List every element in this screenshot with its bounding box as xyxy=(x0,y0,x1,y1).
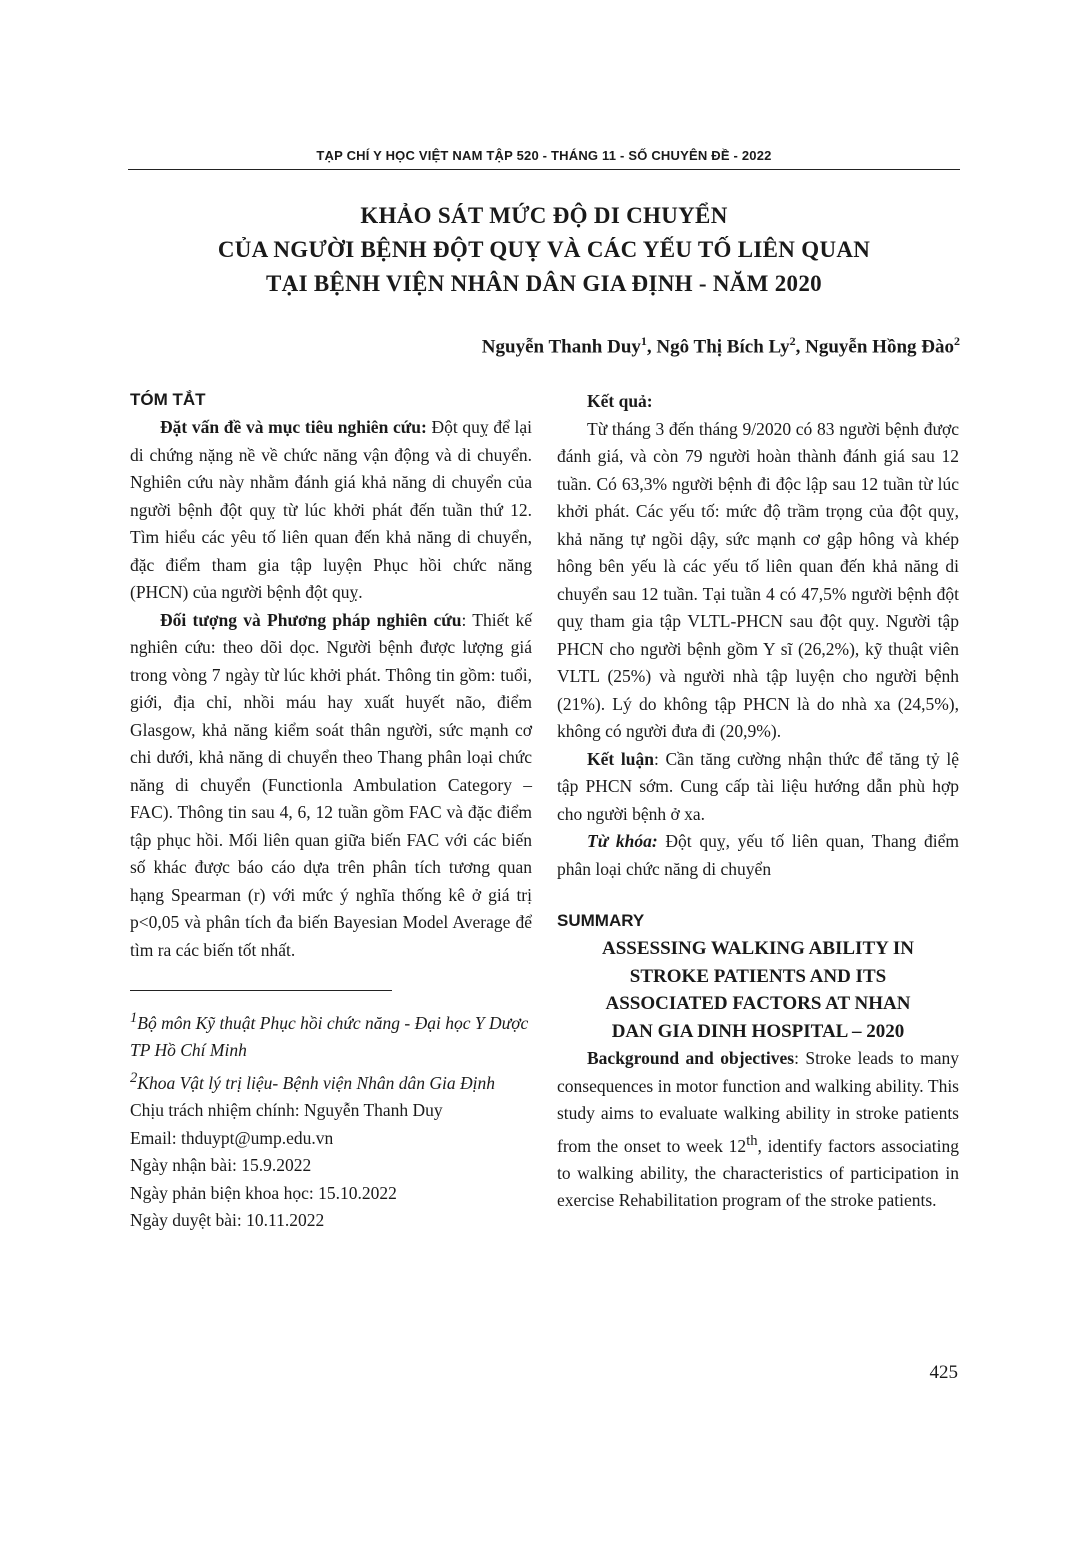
summary-ordinal-suffix: th xyxy=(746,1132,758,1149)
keywords-text: Đột quỵ, yếu tố liên quan, Thang điểm phân loại chức năng di chuyển xyxy=(557,831,959,879)
page-number: 425 xyxy=(929,1362,958,1383)
background-text: Đột quỵ để lại di chứng nặng nề về chức năng vận động và di chuyển. Nghiên cứu này nhằm đánh giá khả năng di chuyển của người bệnh đột quỵ từ lúc khởi phát đến tuần thứ 12. Tìm hiểu các yêu tố liên quan đến khả năng di chuyển, đặc điểm tham gia tập luyện Phục hồi chức năng (PHCN) của người bệnh đột quỵ. xyxy=(130,417,532,602)
footnote-affiliation-2 xyxy=(130,1065,532,1097)
conclusion-label: Kết luận xyxy=(587,748,654,769)
author-affiliation: 1 xyxy=(640,334,647,348)
results-label: Kết quả: xyxy=(587,391,653,411)
summary-background-text-a: : Stroke leads to many consequences in motor function and walking ability. This study aims to evaluate walking ability in stroke patients from the onset to week 12 xyxy=(557,1048,959,1156)
footnote-email: Email: thduypt@ump.edu.vn xyxy=(130,1127,334,1148)
footnote-affil-number: 1 xyxy=(130,1010,138,1026)
summary-title-line-2: STROKE PATIENTS AND ITS xyxy=(629,965,887,987)
author-name: Nguyễn Hồng Đào xyxy=(805,336,954,358)
abstract-results: Từ tháng 3 đến tháng 9/2020 có 83 người bệnh được đánh giá, và còn 79 người hoàn thành đánh giá sau 12 tuần. Có 63,3% người bệnh đi độc lập sau 12 tuần từ lúc khởi phát. Các yếu tố: mức độ trầm trọng của đột quỵ, khả năng tự ngồi dậy, sức mạnh cơ gập hông và khép hông bên yếu là các yếu tố liên quan đến khả năng di chuyển sau 12 tuần. Tại tuần 4 có 47,5% người bệnh đột quỵ tham gia tập VLTL-PHCN sau đột quỵ. Người tập PHCN cho người bệnh gồm Y sĩ (26,2%), kỹ thuật viên VLTL (25%) và người nhà tập luyện cho người bệnh (21%). Lý do không tập PHCN là do nhà xa (24,5%), không có người đưa đi (20,9%). xyxy=(557,418,959,741)
abstract-heading: TÓM TẮT xyxy=(130,390,206,409)
summary-title-line-3: ASSOCIATED FACTORS AT NHAN xyxy=(605,993,911,1014)
footnote-rule xyxy=(130,990,392,991)
abstract-conclusion xyxy=(557,746,959,829)
header-rule xyxy=(128,169,960,170)
title-line-3: TẠI BỆNH VIỆN NHÂN DÂN GIA ĐỊNH - NĂM 2020 xyxy=(266,271,822,296)
title-line-1: KHẢO SÁT MỨC ĐỘ DI CHUYỂN xyxy=(360,203,728,228)
left-column xyxy=(130,386,532,1235)
methods-label: Đối tượng và Phương pháp nghiên cứu xyxy=(160,609,462,630)
abstract-background xyxy=(130,414,532,607)
author-affiliation: 2 xyxy=(789,334,796,348)
footnote-reviewed: Ngày phản biện khoa học: 15.10.2022 xyxy=(130,1182,397,1203)
summary-background-text-b: , identify factors associating to walking ability, the characteristics of participation in exercise Rehabilitation program of the stroke patients. xyxy=(557,1135,959,1211)
background-label: Đặt vấn đề và mục tiêu nghiên cứu: xyxy=(160,417,427,437)
title-line-2: CỦA NGƯỜI BỆNH ĐỘT QUỴ VÀ CÁC YẾU TỐ LIÊN QUAN xyxy=(217,237,871,262)
right-column xyxy=(557,386,959,1215)
article-title xyxy=(128,199,960,301)
abstract-methods xyxy=(130,607,532,965)
summary-background-label: Background and objectives xyxy=(587,1048,795,1068)
author-name: Ngô Thị Bích Ly xyxy=(656,336,790,358)
summary-title-line-4: DAN GIA DINH HOSPITAL – 2020 xyxy=(611,1020,905,1042)
summary-heading: SUMMARY xyxy=(557,911,645,930)
author-name: Nguyễn Thanh Duy xyxy=(481,336,641,358)
footnote-accepted: Ngày duyệt bài: 10.11.2022 xyxy=(130,1210,325,1231)
running-head: TẠP CHÍ Y HỌC VIỆT NAM TẬP 520 - THÁNG 11 - SỐ CHUYÊN ĐỀ - 2022 xyxy=(316,148,772,163)
methods-text: : Thiết kế nghiên cứu: theo dõi dọc. Người bệnh được lượng giá trong vòng 7 ngày từ lúc khởi phát. Thông tin gồm: tuổi, giới, địa chỉ, nhồi máu hay xuất huyết não, điểm Glasgow, khả năng kiểm soát thân người, sức mạnh cơ chi dưới, khả năng di chuyển theo Thang phân loại chức năng di chuyển (Functionla Ambulation Category – FAC). Thông tin sau 4, 6, 12 tuần gồm FAC và đặc điểm tập phục hồi. Mối liên quan giữa biến FAC với các biến số khác được báo cáo dựa trên phân tích tương quan hạng Spearman (r) với mức ý nghĩa thống kê ở giá trị p<0,05 và phân tích đa biến Bayesian Model Average để tìm ra các biến tốt nhất. xyxy=(130,609,532,960)
author-list xyxy=(482,334,960,358)
author-separator: , xyxy=(795,336,806,358)
footnote-corresponding: Chịu trách nhiệm chính: Nguyễn Thanh Duy xyxy=(130,1100,443,1121)
abstract-keywords xyxy=(557,828,959,883)
author-separator: , xyxy=(646,336,657,358)
footnote-affil-text: Bộ môn Kỹ thuật Phục hồi chức năng - Đại học Y Dược TP Hồ Chí Minh xyxy=(130,1012,529,1061)
summary-title-line-1: ASSESSING WALKING ABILITY IN xyxy=(601,938,915,959)
results-heading-para xyxy=(557,388,959,416)
author-affiliation: 2 xyxy=(954,334,960,348)
conclusion-text: : Cần tăng cường nhận thức để tăng tỷ lệ tập PHCN sớm. Cung cấp tài liệu hướng dẫn phù hợp cho người bệnh ở xa. xyxy=(557,748,959,824)
footnote-affiliation-1 xyxy=(130,1005,532,1065)
footnote-affil-text: Khoa Vật lý trị liệu- Bệnh viện Nhân dân Gia Định xyxy=(137,1072,496,1093)
footnote-received: Ngày nhận bài: 15.9.2022 xyxy=(130,1155,312,1176)
keywords-label: Từ khóa: xyxy=(587,831,658,851)
summary-background xyxy=(557,1045,959,1215)
footnote-affil-number: 2 xyxy=(130,1069,138,1086)
